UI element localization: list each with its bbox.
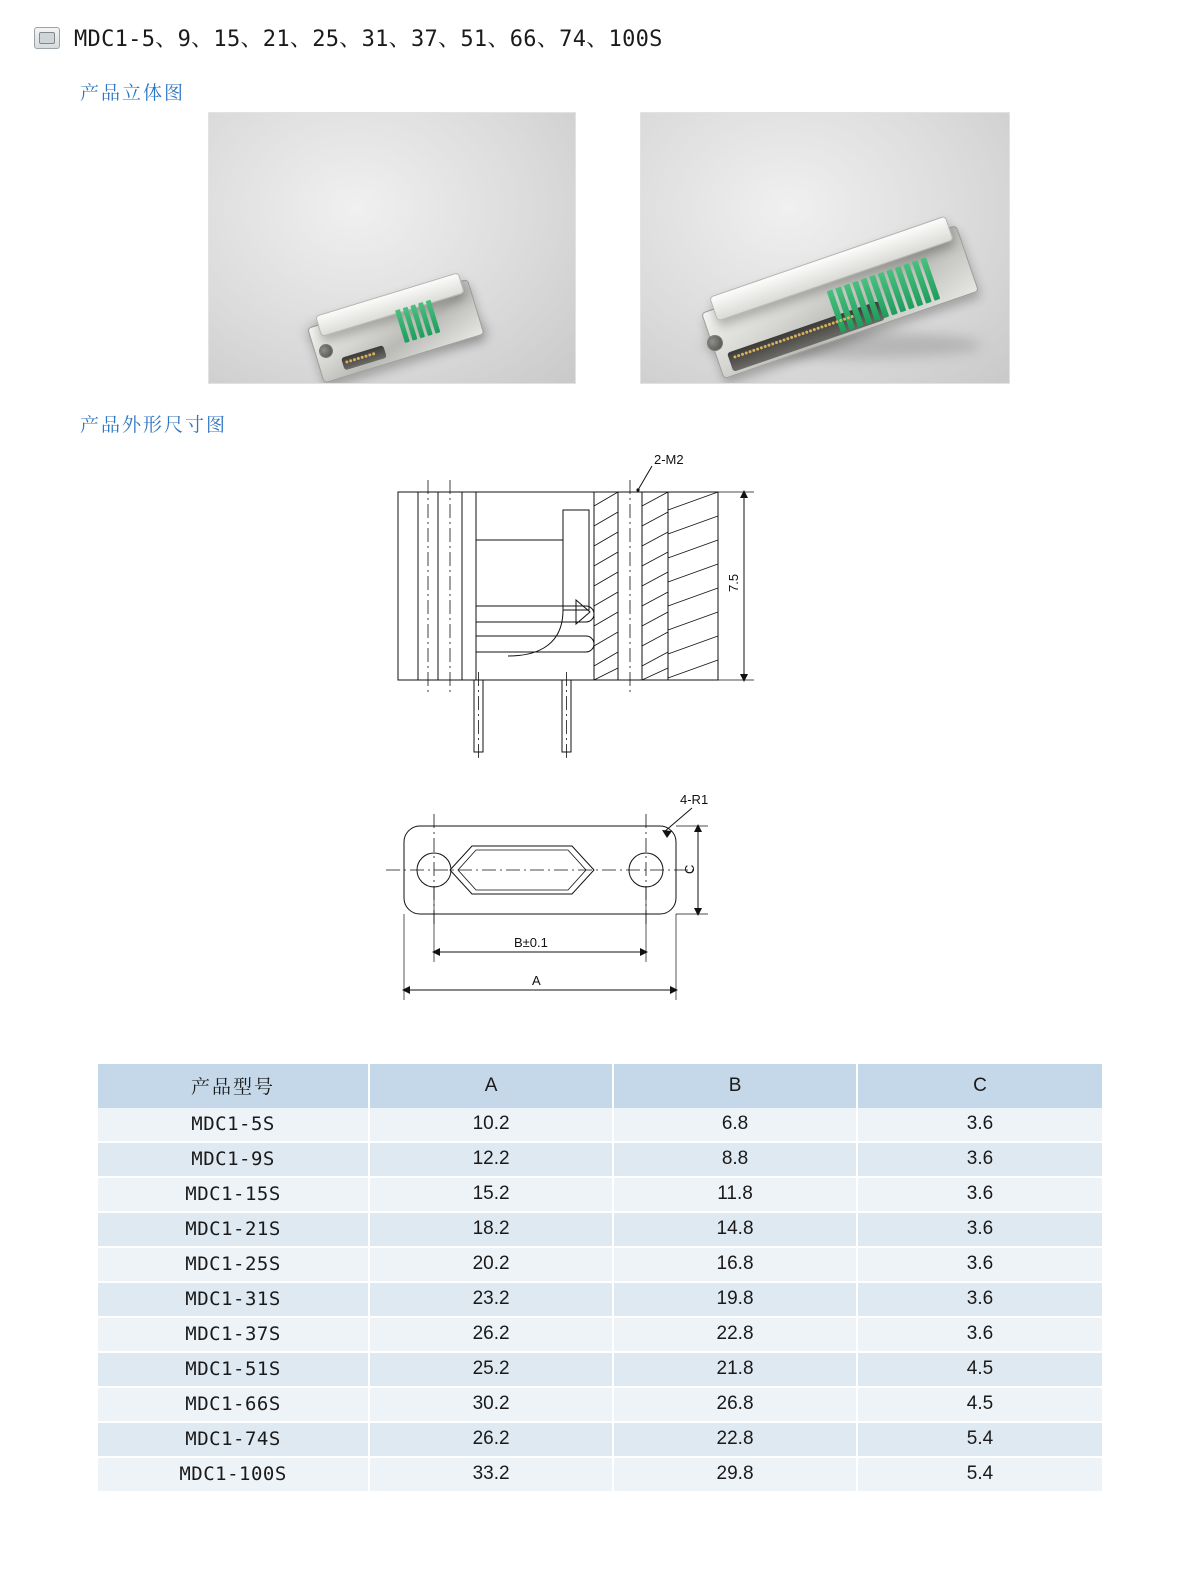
table-row (98, 1422, 1102, 1457)
cell-b: 19.8 (613, 1282, 857, 1317)
cell-b: 11.8 (613, 1177, 857, 1212)
cell-c: 5.4 (966, 1428, 994, 1449)
label-width-a: A (532, 973, 541, 988)
table-row (98, 1317, 1102, 1352)
cell-a: 25.2 (369, 1352, 613, 1387)
cell-model: MDC1-31S (98, 1282, 369, 1317)
column-header-a: A (369, 1064, 613, 1108)
cell-a: 12.2 (369, 1142, 613, 1177)
label-height: 7.5 (726, 573, 741, 592)
cell-a: 23.2 (369, 1282, 613, 1317)
cell-c: 3.6 (966, 1323, 994, 1344)
cell-c: 3.6 (966, 1288, 994, 1309)
cell-a: 20.2 (369, 1247, 613, 1282)
cell-b: 6.8 (613, 1108, 857, 1142)
connector-isometric-right (640, 112, 1010, 384)
table-row (98, 1387, 1102, 1422)
cell-c: 3.6 (966, 1183, 994, 1204)
cell-c: 5.4 (966, 1463, 994, 1484)
column-header-c: C (857, 1064, 1102, 1108)
cell-model: MDC1-51S (98, 1352, 369, 1387)
cell-model: MDC1-25S (98, 1247, 369, 1282)
cell-model: MDC1-37S (98, 1317, 369, 1352)
cell-c: 3.6 (966, 1113, 994, 1134)
cell-model: MDC1-9S (98, 1142, 369, 1177)
window-icon (34, 27, 60, 49)
cell-a: 33.2 (369, 1457, 613, 1492)
label-height-c: C (682, 864, 697, 874)
cell-b: 14.8 (613, 1212, 857, 1247)
table-row (98, 1457, 1102, 1492)
table-row (98, 1247, 1102, 1282)
cell-b: 21.8 (613, 1352, 857, 1387)
page-header (34, 22, 663, 53)
cell-model: MDC1-21S (98, 1212, 369, 1247)
table-header-row (98, 1064, 1102, 1108)
table-row (98, 1177, 1102, 1212)
cell-a: 26.2 (369, 1317, 613, 1352)
cell-a: 30.2 (369, 1387, 613, 1422)
cell-c: 4.5 (966, 1393, 994, 1414)
cell-b: 8.8 (613, 1142, 857, 1177)
label-width-b: B±0.1 (514, 935, 548, 950)
connector-isometric-left (208, 112, 576, 384)
cell-b: 22.8 (613, 1317, 857, 1352)
cell-c: 3.6 (966, 1253, 994, 1274)
table-row (98, 1282, 1102, 1317)
cell-a: 26.2 (369, 1422, 613, 1457)
cell-a: 10.2 (369, 1108, 613, 1142)
label-radius: 4-R1 (680, 792, 709, 807)
table-row (98, 1142, 1102, 1177)
table-row (98, 1212, 1102, 1247)
cell-b: 22.8 (613, 1422, 857, 1457)
column-header-b: B (613, 1064, 857, 1108)
label-thread: 2-M2 (654, 452, 684, 467)
table-row (98, 1352, 1102, 1387)
cell-c: 3.6 (966, 1218, 994, 1239)
cell-model: MDC1-5S (98, 1108, 369, 1142)
drawing-side-view (380, 450, 780, 770)
cell-model: MDC1-66S (98, 1387, 369, 1422)
section-caption-isometric: 产品立体图 (80, 82, 186, 104)
column-header-model: 产品型号 (98, 1064, 369, 1108)
cell-a: 18.2 (369, 1212, 613, 1247)
cell-a: 15.2 (369, 1177, 613, 1212)
drawing-front-view (380, 790, 780, 1030)
page-title: MDC1-5、9、15、21、25、31、37、51、66、74、100S (74, 27, 663, 52)
cell-model: MDC1-100S (98, 1457, 369, 1492)
cell-model: MDC1-74S (98, 1422, 369, 1457)
table-row (98, 1108, 1102, 1142)
cell-b: 29.8 (613, 1457, 857, 1492)
cell-c: 3.6 (966, 1148, 994, 1169)
cell-b: 26.8 (613, 1387, 857, 1422)
cell-c: 4.5 (966, 1358, 994, 1379)
specification-table (98, 1064, 1102, 1493)
cell-model: MDC1-15S (98, 1177, 369, 1212)
cell-b: 16.8 (613, 1247, 857, 1282)
section-caption-dimensions: 产品外形尺寸图 (80, 414, 228, 436)
